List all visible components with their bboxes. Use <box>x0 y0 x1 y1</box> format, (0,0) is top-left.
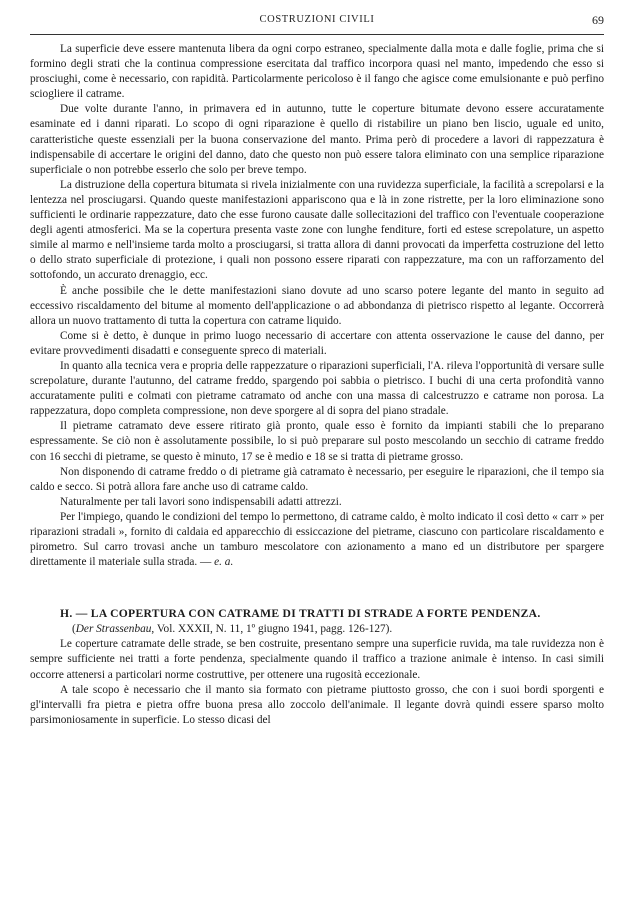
paragraph: Naturalmente per tali lavori sono indispensabili adatti attrezzi. <box>60 495 342 508</box>
paragraph: Il pietrame catramato deve essere ritirato già pronto, quale esso è fornito da impianti stabili che lo preparano espressamente. Se ciò non è assolutamente possibile, lo si può preparare sul posto mescolando un secchio di catrame freddo con 16 secchi di pietrame, se questo è minuto, 17 se è medio e 18 se si tratta di pietrame grosso. <box>30 420 604 463</box>
citation-details: , Vol. XXXII, N. 11, 1º giugno 1941, pagg. 126-127). <box>151 623 393 636</box>
paragraph-with-signature <box>30 510 604 570</box>
paragraph: Come si è detto, è dunque in primo luogo necessario di accertare con attenta osservazione le cause del danno, per evitare provvedimenti disadatti e conseguente spreco di materiali. <box>30 329 604 357</box>
citation-open: ( <box>72 623 76 636</box>
paragraph: In quanto alla tecnica vera e propria delle rappezzature o riparazioni superficiali, l'A. rileva l'opportunità di versare sulle screpolature, durante l'autunno, del catrame freddo, spargendo poi sabbia o pietrisco. I buchi di una certa profondità vanno accuratamente puliti e colmati con pietrame catramato od anche con una massa di calcestruzzo e catrame non porosa. La rappezzatura, dopo completa compressione, non deve sporgere al di sopra del piano stradale. <box>30 359 604 418</box>
paragraph: Due volte durante l'anno, in primavera ed in autunno, tutte le coperture bitumate devono essere accuratamente esaminate ed i danni riparati. Lo scopo di ogni riparazione è quello di ristabilire un piano ben liscio, uguale ed unito, caratteristiche queste essenziali per la buona conservazione del manto. Prima però di procedere a lavori di rappezzatura è indispensabile di accertare le origini del danno, dato che questo non può essere talora eliminato con una semplice riparazione superficiale o non potrebbe esserlo che solo per breve tempo. <box>30 103 604 176</box>
paragraph-text: Per l'impiego, quando le condizioni del tempo lo permettono, di catrame caldo, è molto indicato il così detto « carr » per riparazioni stradali », fornito di caldaia ed apparecchio di essiccazione del pietrame, ciascuno con particolare riscaldamento e pirometro. Sul carro trovasi anche un tamburo mescolatore con azionamento a mano ed un distributore per spargere direttamente il materiale sulla strada. — <box>30 510 604 569</box>
page-number: 69 <box>592 13 604 27</box>
citation-journal: Der Strassenbau <box>75 623 152 636</box>
running-title: COSTRUZIONI CIVILI <box>259 14 375 25</box>
paragraph: Non disponendo di catrame freddo o di pietrame già catramato è necessario, per eseguire le riparazioni, che il tempo sia caldo e secco. Si potrà allora fare anche uso di catrame caldo. <box>30 465 604 493</box>
paragraph: È anche possibile che le dette manifestazioni siano dovute ad uno scarso potere legante del manto in seguito ad eccessivo riscaldamento del bitume al momento dell'applicazione o ad abbondanza di pietrisco rispetto al legante. Occorrerà allora un nuovo trattamento di tutta la copertura con catrame liquido. <box>30 284 604 327</box>
paragraph: La distruzione della copertura bitumata si rivela inizialmente con una ruvidezza superficiale, la facilità a screpolarsi e la lentezza nel prosciugarsi. Quando queste manifestazioni appariscono qua e là in zone ristrette, per la loro eliminazione sono sufficienti le ordinarie rappezzature, dato che esse furono causate dalle sollecitazioni del traffico con l'eventuale cooperazione degli agenti atmosferici. Ma se la copertura presenta vaste zone con lunghe fenditure, forti ed estese screpolature, un aspetto simile al marmo e nell'insieme tarda molto a prosciugarsi, si tratta allora di danni provocati da imperfetta costruzione del letto o dello strato superficiale di protezione, i quali non possono essere riparati con rappezzature, ma con un rafforzamento del sottofondo, un accurato drenaggio, ecc. <box>30 178 604 282</box>
section-citation <box>30 622 604 637</box>
paragraph: La superficie deve essere mantenuta libera da ogni corpo estraneo, specialmente dalla mota e dalle foglie, prima che si formino degli strati che la continua compressione esercitata dal traffico incorpora quasi nel manto, impedendo che esso si prosciughi, come è necessario, con rapidità. Particolarmente pericoloso è il fango che agisce come emulsionante e può perfino sciogliere il catrame. <box>30 43 604 101</box>
header-rule <box>30 34 604 35</box>
body-text <box>30 42 604 728</box>
section-gap <box>30 570 604 606</box>
running-header <box>30 14 604 34</box>
author-initials: e. a. <box>214 556 234 569</box>
section-title: H. — LA COPERTURA CON CATRAME DI TRATTI DI STRADE A FORTE PENDENZA. <box>60 607 541 621</box>
paragraph: A tale scopo è necessario che il manto sia formato con pietrame piuttosto grosso, che con i suoi bordi sporgenti e gl'intervalli fra pietra e pietra offre buona presa allo zoccolo dell'animale. Il legante dovrà quindi essere sparso molto parsimoniosamente in superficie. Lo stesso dicasi del <box>30 683 604 726</box>
paragraph: Le coperture catramate delle strade, se ben costruite, presentano sempre una superficie ruvida, ma tale ruvidezza non è sempre sufficiente nei tratti a forte pendenza, specialmente quando il traffico a trazione animale è intenso. In casi simili occorre attenersi a particolari norme costruttive, per ottenere una rugosità eccezionale. <box>30 638 604 681</box>
